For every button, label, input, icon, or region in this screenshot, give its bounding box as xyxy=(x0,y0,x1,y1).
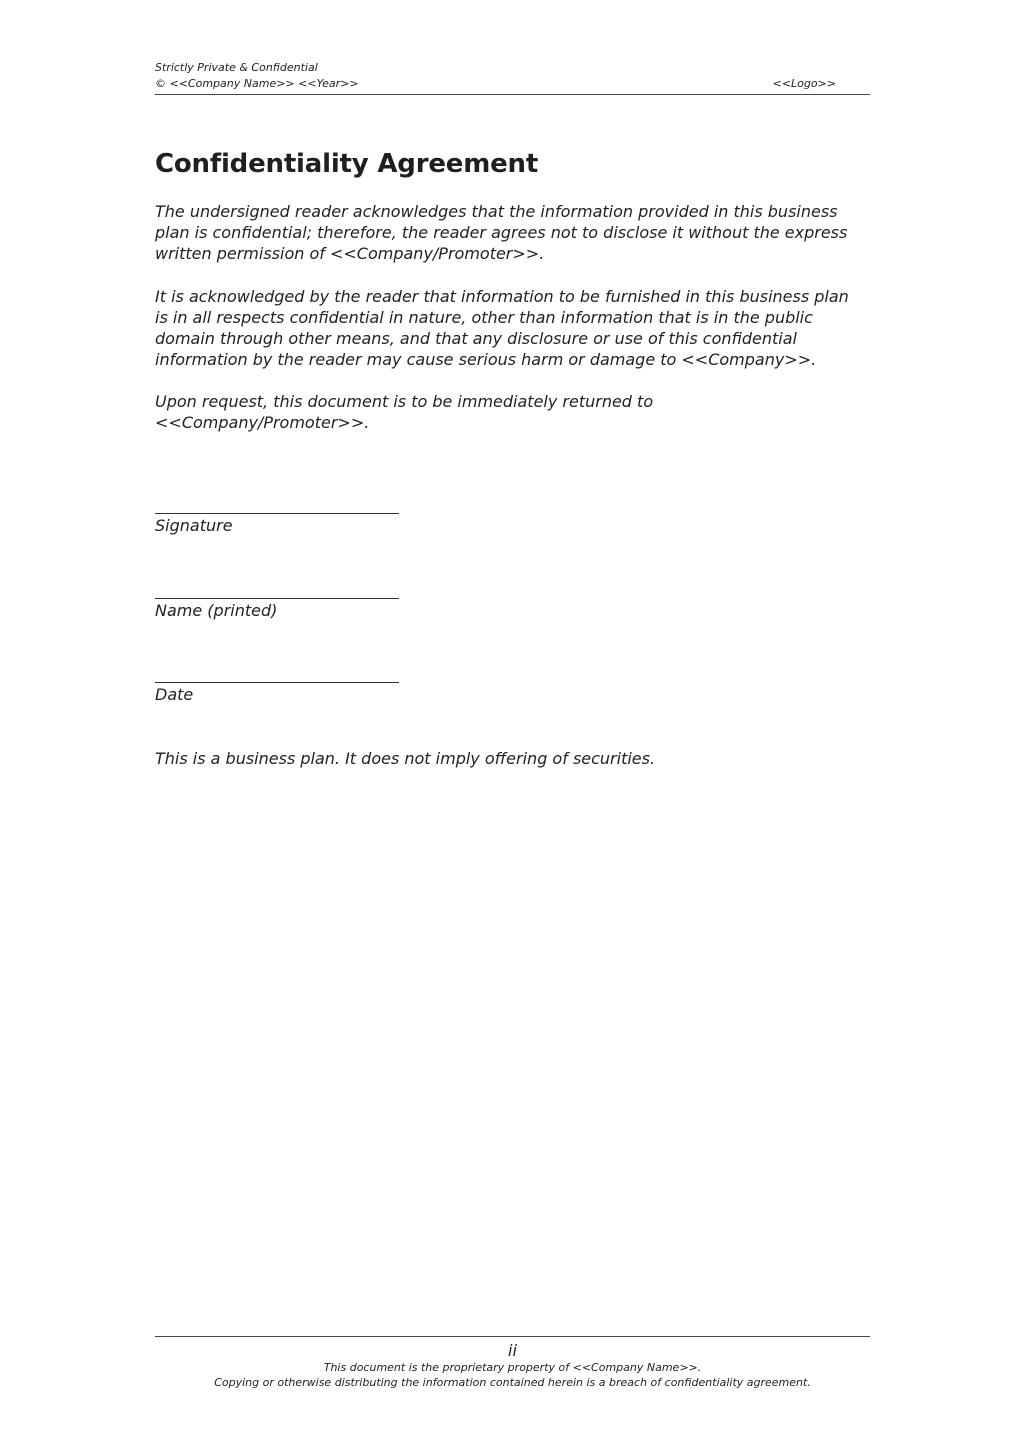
paragraph-line: information by the reader may cause serious harm or damage to <<Company>>. xyxy=(155,350,817,369)
header-company-year-text: © <<Company Name>> <<Year>> xyxy=(155,77,359,90)
date-field xyxy=(155,682,405,705)
paragraph-line: plan is confidential; therefore, the reader agrees not to disclose it without the express xyxy=(155,223,848,242)
paragraph-line: <<Company/Promoter>>. xyxy=(155,413,370,432)
paragraph-line: It is acknowledged by the reader that information to be furnished in this business plan xyxy=(155,287,849,306)
paragraph-line: The undersigned reader acknowledges that the information provided in this business xyxy=(155,202,838,221)
confidentiality-paragraph-3 xyxy=(155,391,885,433)
page-title: Confidentiality Agreement xyxy=(155,149,539,179)
footer-breach-text: Copying or otherwise distributing the information contained herein is a breach of confidentiality agreement. xyxy=(214,1376,811,1389)
printed-name-field xyxy=(155,598,405,621)
confidentiality-paragraph-2 xyxy=(155,286,885,370)
business-plan-disclaimer: This is a business plan. It does not imply offering of securities. xyxy=(155,749,656,768)
header-confidential-text: Strictly Private & Confidential xyxy=(155,61,318,74)
page-footer xyxy=(155,1336,870,1390)
confidentiality-paragraph-1 xyxy=(155,201,885,264)
page-header xyxy=(155,60,870,95)
paragraph-line: is in all respects confidential in nature, other than information that is in the public xyxy=(155,308,813,327)
page-number: ii xyxy=(508,1341,517,1360)
printed-name-label: Name (printed) xyxy=(155,601,278,620)
date-line xyxy=(155,682,399,683)
signature-label: Signature xyxy=(155,516,233,535)
date-label: Date xyxy=(155,685,194,704)
signature-line xyxy=(155,513,399,514)
logo-placeholder: <<Logo>> xyxy=(772,77,836,90)
footer-proprietary-text: This document is the proprietary property of <<Company Name>>. xyxy=(323,1361,702,1374)
printed-name-line xyxy=(155,598,399,599)
signature-field xyxy=(155,513,405,536)
paragraph-line: written permission of <<Company/Promoter>>. xyxy=(155,244,545,263)
paragraph-line: Upon request, this document is to be immediately returned to xyxy=(155,392,654,411)
paragraph-line: domain through other means, and that any disclosure or use of this confidential xyxy=(155,329,797,348)
